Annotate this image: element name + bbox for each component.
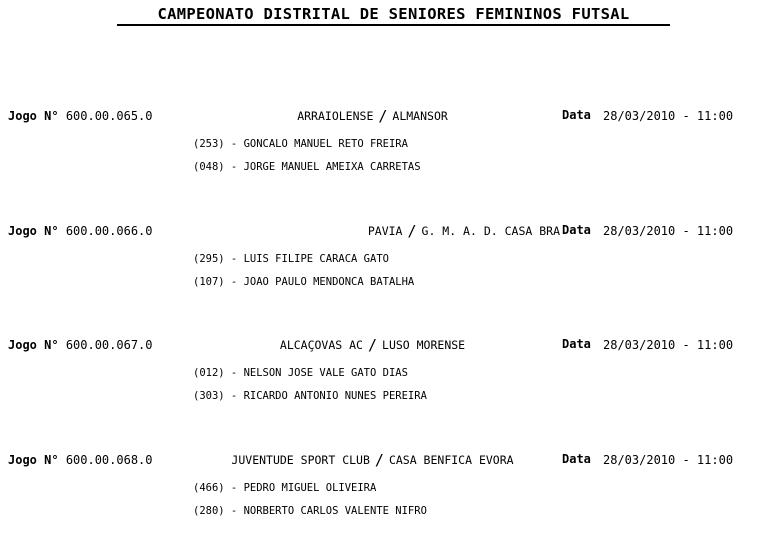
page-title: CAMPEONATO DISTRITAL DE SENIORES FEMININOS FUTSAL: [117, 5, 670, 26]
game-number: 600.00.066.0: [65, 224, 153, 238]
date-label: Data: [562, 337, 591, 351]
game-id-line: [8, 108, 153, 124]
match-date-line: [562, 450, 734, 467]
game-id-line: [8, 337, 153, 353]
referee-entry: (048) - JORGE MANUEL AMEIXA CARRETAS: [193, 161, 421, 173]
team-separator: /: [378, 108, 388, 124]
away-team: LUSO MORENSE: [382, 338, 466, 352]
away-team: CASA BENFICA EVORA: [388, 453, 514, 467]
match-date-line: [562, 106, 734, 123]
match-datetime: 28/03/2010 - 11:00: [603, 224, 734, 238]
match-teams: [185, 108, 560, 124]
match-date-line: [562, 221, 734, 238]
match-datetime: 28/03/2010 - 11:00: [603, 109, 734, 123]
game-number-label: Jogo N°: [8, 109, 59, 123]
referee-list: [193, 362, 427, 408]
game-number: 600.00.065.0: [65, 109, 153, 123]
game-entry: [0, 223, 764, 288]
game-id-line: [8, 223, 153, 239]
away-team: G. M. A. D. CASA BRA: [421, 224, 560, 238]
match-teams: [185, 337, 560, 353]
team-separator: /: [374, 452, 384, 468]
referee-entry: (280) - NORBERTO CARLOS VALENTE NIFRO: [193, 505, 427, 517]
referee-entry: (012) - NELSON JOSE VALE GATO DIAS: [193, 367, 408, 379]
match-datetime: 28/03/2010 - 11:00: [603, 453, 734, 467]
referee-entry: (253) - GONCALO MANUEL RETO FREIRA: [193, 138, 408, 150]
game-id-line: [8, 452, 153, 468]
date-label: Data: [562, 108, 591, 122]
date-label: Data: [562, 223, 591, 237]
referee-entry: (107) - JOAO PAULO MENDONCA BATALHA: [193, 276, 415, 288]
referee-entry: (466) - PEDRO MIGUEL OLIVEIRA: [193, 482, 377, 494]
game-number-label: Jogo N°: [8, 338, 59, 352]
game-number: 600.00.068.0: [65, 453, 153, 467]
away-team: ALMANSOR: [392, 109, 448, 123]
home-team: JUVENTUDE SPORT CLUB: [231, 453, 370, 467]
referee-list: [193, 248, 414, 294]
match-teams: [185, 223, 560, 239]
team-separator: /: [407, 223, 417, 239]
game-entry: [0, 337, 764, 402]
referee-entry: (295) - LUIS FILIPE CARACA GATO: [193, 253, 389, 265]
game-entry: [0, 452, 764, 517]
team-separator: /: [367, 337, 378, 353]
referee-list: [193, 133, 421, 179]
match-teams: [185, 452, 560, 468]
game-number-label: Jogo N°: [8, 453, 59, 467]
home-team: ARRAIOLENSE: [297, 109, 374, 123]
date-label: Data: [562, 452, 591, 466]
game-number-label: Jogo N°: [8, 224, 59, 238]
game-entry: [0, 108, 764, 173]
referee-entry: (303) - RICARDO ANTONIO NUNES PEREIRA: [193, 390, 427, 402]
game-number: 600.00.067.0: [65, 338, 153, 352]
home-team: PAVIA: [367, 224, 403, 238]
home-team: ALCAÇOVAS AC: [279, 338, 363, 352]
referee-list: [193, 477, 427, 523]
match-datetime: 28/03/2010 - 11:00: [603, 338, 734, 352]
match-date-line: [562, 335, 734, 352]
